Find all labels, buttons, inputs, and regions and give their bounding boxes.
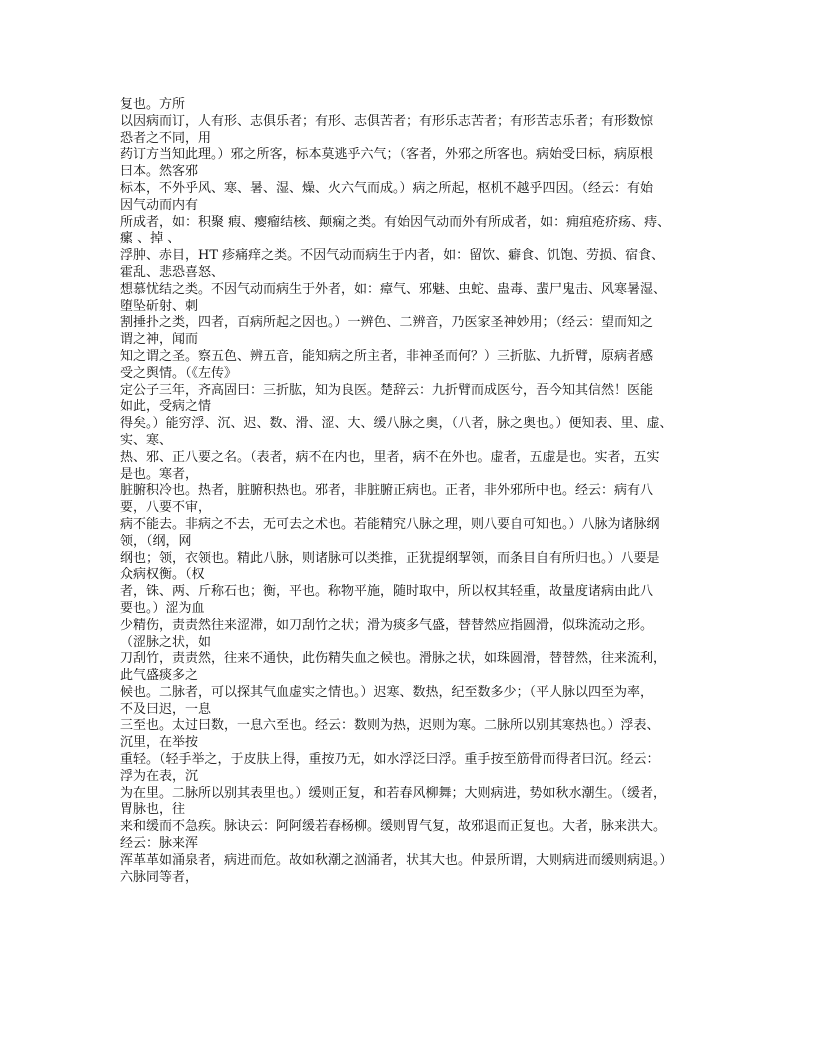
text-line: 得矣。）能穷浮、沉、迟、数、滑、涩、大、缓八脉之奥，（八者，脉之奥也。）便知表、里、虚、 — [120, 416, 673, 432]
text-line: 不及曰迟，一息 — [120, 701, 212, 717]
text-line: 浑革革如涌泉者，病进而危。故如秋潮之汹涌者，状其大也。仲景所谓，大则病进而缓则病退。） — [120, 852, 673, 868]
text-line: 经云：脉来浑 — [120, 836, 199, 852]
text-line: 浮肿、赤目，HT 疹痛痒之类。不因气动而病生于内者，如：留饮、癖食、饥饱、劳损、宿食、 — [120, 248, 665, 264]
text-line: 领，（纲，网 — [120, 533, 192, 549]
text-line: 少精伤，责责然往来涩滞，如刀刮竹之状；滑为痰多气盛，替替然应指圆滑，似珠流动之形。 — [120, 617, 654, 633]
text-line: 谓之神，闻而 — [120, 332, 199, 348]
text-line: 曰本。然客邪 — [120, 164, 199, 180]
text-line: 纲也；领，衣领也。精此八脉，则诸脉可以类推，正犹提纲挈领，而条目自有所归也。）八要是 — [120, 550, 660, 566]
text-line: 六脉同等者， — [120, 869, 199, 885]
text-line: 要，八要不审， — [120, 500, 212, 516]
text-line: 想慕忧结之类。不因气动而病生于外者，如：瘴气、邪魅、虫蛇、蛊毒、蜚尸鬼击、风寒暑湿、 — [120, 281, 667, 297]
text-line: 重轻。（轻手举之，于皮肤上得，重按乃无，如水浮泛曰浮。重手按至筋骨而得者曰沉。经云： — [120, 752, 660, 768]
text-line: 来和缓而不急疾。脉诀云：阿阿缓若春杨柳。缓则胃气复，故邪退而正复也。大者，脉来洪大。 — [120, 819, 667, 835]
text-line: 要也。）涩为血 — [120, 600, 205, 616]
text-line: 霍乱、悲恐喜怒、 — [120, 264, 225, 280]
text-line: 为在里。二脉所以别其表里也。）缓则正复，和若春风柳舞；大则病进，势如秋水潮生。（缓者， — [120, 785, 667, 801]
text-line: 众病权衡。（权 — [120, 567, 205, 583]
text-line: 恐者之不同，用 — [120, 130, 212, 146]
text-line: 割捶扑之类，四者，百病所起之因也。）一辨色、二辨音，乃医家圣神妙用；（经云：望而知之 — [120, 315, 654, 331]
text-line: 沉里，在举按 — [120, 735, 199, 751]
text-line: 刀刮竹，责责然，往来不通快，此伤精失血之候也。滑脉之状，如珠圆滑，替替然，往来流利， — [120, 651, 667, 667]
text-line: 复也。方所 — [120, 97, 186, 112]
text-line: 者，铢、两、斤称石也；衡，平也。称物平施，随时取中，所以权其轻重，故量度诸病由此八 — [120, 584, 654, 600]
text-line: 三至也。太过曰数，一息六至也。经云：数则为热，迟则为寒。二脉所以别其寒热也。）浮表、 — [120, 718, 660, 734]
text-line: 瘰 、掉 、 — [120, 231, 181, 247]
text-line: 所成者，如：积聚 瘕、瘿瘤结核、颠痫之类。有始因气动而外有所成者，如：痈疽疮疥疡、痔、 — [120, 214, 671, 230]
text-line: 脏腑积冷也。热者，脏腑积热也。邪者，非脏腑正病也。正者，非外邪所中也。经云：病有八 — [120, 483, 654, 499]
text-line: 知之谓之圣。察五色、辨五音，能知病之所主者，非神圣而何？）三折肱、九折臂，原病者感 — [120, 348, 654, 364]
text-line: 胃脉也，往 — [120, 802, 186, 818]
text-line: 热、邪、正八要之名。（表者，病不在内也，里者，病不在外也。虚者，五虚是也。实者，五实 — [120, 449, 660, 465]
text-line: 病不能去。非病之不去，无可去之术也。若能精究八脉之理，则八要自可知也。）八脉为诸脉纲 — [120, 516, 660, 532]
text-line: 实、寒、 — [120, 432, 173, 448]
text-line: 此气盛痰多之 — [120, 668, 199, 684]
text-line: 以因病而订，人有形、志俱乐者；有形、志俱苦者；有形乐志苦者；有形苦志乐者；有形数惊 — [120, 113, 654, 129]
text-line: 是也。寒者， — [120, 466, 199, 482]
text-line: 浮为在表，沉 — [120, 768, 199, 784]
text-line: （涩脉之状，如 — [120, 634, 212, 650]
text-line: 堕坠斫射、刺 — [120, 298, 199, 314]
text-line: 候也。二脉者，可以探其气血虚实之情也。）迟寒、数热，纪至数多少；（平人脉以四至为率， — [120, 684, 654, 700]
text-line: 受之舆情。（《左传》 — [120, 365, 238, 381]
text-line: 因气动而内有 — [120, 197, 199, 213]
text-line: 药订方当知此理。）邪之所客，标本莫逃乎六气；（客者，外邪之所客也。病始受曰标，病原根 — [120, 147, 654, 163]
text-line: 标本，不外乎风、寒、暑、湿、燥、火六气而成。）病之所起，枢机不越乎四因。（经云：有始 — [120, 180, 654, 196]
text-line: 定公子三年，齐高固曰：三折肱，知为良医。楚辞云：九折臂而成医兮，吾今知其信然！医能 — [120, 382, 654, 398]
text-line: 如此，受病之情 — [120, 399, 212, 415]
document-page — [120, 97, 720, 886]
